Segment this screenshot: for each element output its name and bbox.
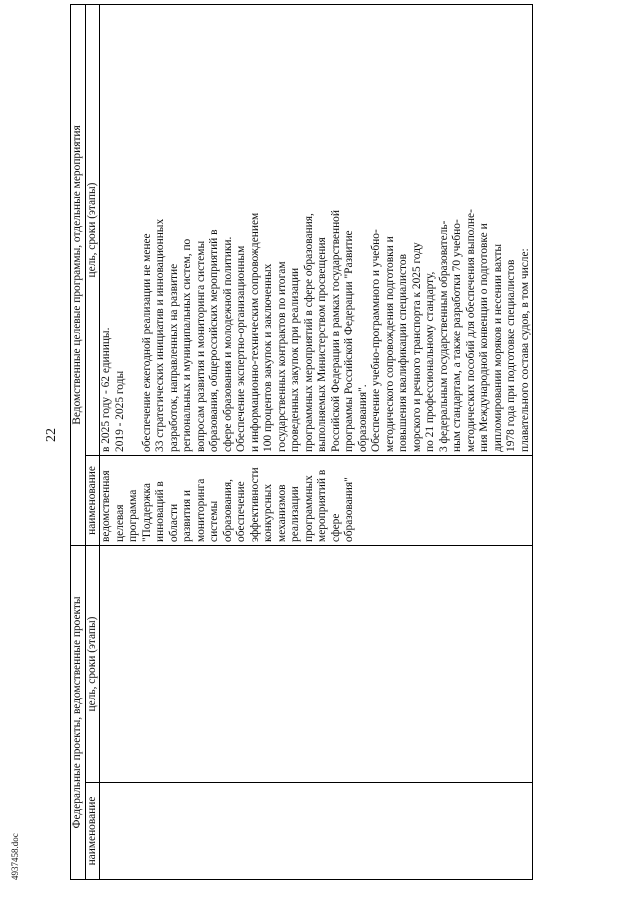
departmental-programs-header: Ведомственные целевые программы, отдельные мероприятия — [71, 4, 86, 545]
dep-name-cell: ведомственная целевая программа "Поддержка инноваций в области развития и мониторинга системы образования, обеспечение эффективности конкурсных механизмов реализации программных мероприятий в сфере образования" — [100, 455, 533, 545]
fed-name-cell — [100, 783, 533, 880]
dep-name-header: наименование — [85, 455, 100, 545]
programs-table — [70, 4, 533, 880]
sub-header-row — [85, 4, 100, 879]
document-code: 4937458.doc — [10, 833, 20, 880]
federal-projects-header: Федеральные проекты, ведомственные проекты — [71, 545, 86, 879]
rotated-content — [10, 0, 590, 880]
group-header-row — [71, 4, 86, 879]
page-number: 22 — [44, 428, 59, 442]
dep-goal-header: цель, сроки (этапы) — [85, 4, 100, 455]
dep-goal-cell: в 2025 году - 62 единицы. 2019 - 2025 годы обеспечение ежегодной реализации не менее 33 стратегических инициатив и инновационных разработок, направленных на развитие региональных и муниципальных систем, по вопросам развития и мониторинга системы образования, общероссийских мероприятий в сфере образования и молодежной политики. Обеспечение экспертно-организационным и информационно-техническим сопровождением 100 процентов закупок и заключенных государственных контрактов по итогам проведенных закупок при реализации программных мероприятий в сфере образования, выполняемых Министерством просвещения Российской Федерации в рамках государственной программы Российской Федерации "Развитие образования". Обеспечение учебно-программного и учебно- методического сопровождения подготовки и повышения квалификации специалистов морского и речного транспорта к 2025 году по 21 профессиональному стандарту, 3 федеральным государственным образователь- ным стандартам, а также разработки 70 учебно- методических пособий для обеспечения выполне- ния Международной конвенции о подготовке и дипломировании моряков и несении вахты 1978 года при подготовке специалистов плавательного состава судов, в том числе: — [100, 4, 533, 455]
fed-goal-header: цель, сроки (этапы) — [85, 545, 100, 782]
fed-goal-cell — [100, 545, 533, 782]
table-row — [100, 4, 533, 879]
fed-name-header: наименование — [85, 783, 100, 880]
